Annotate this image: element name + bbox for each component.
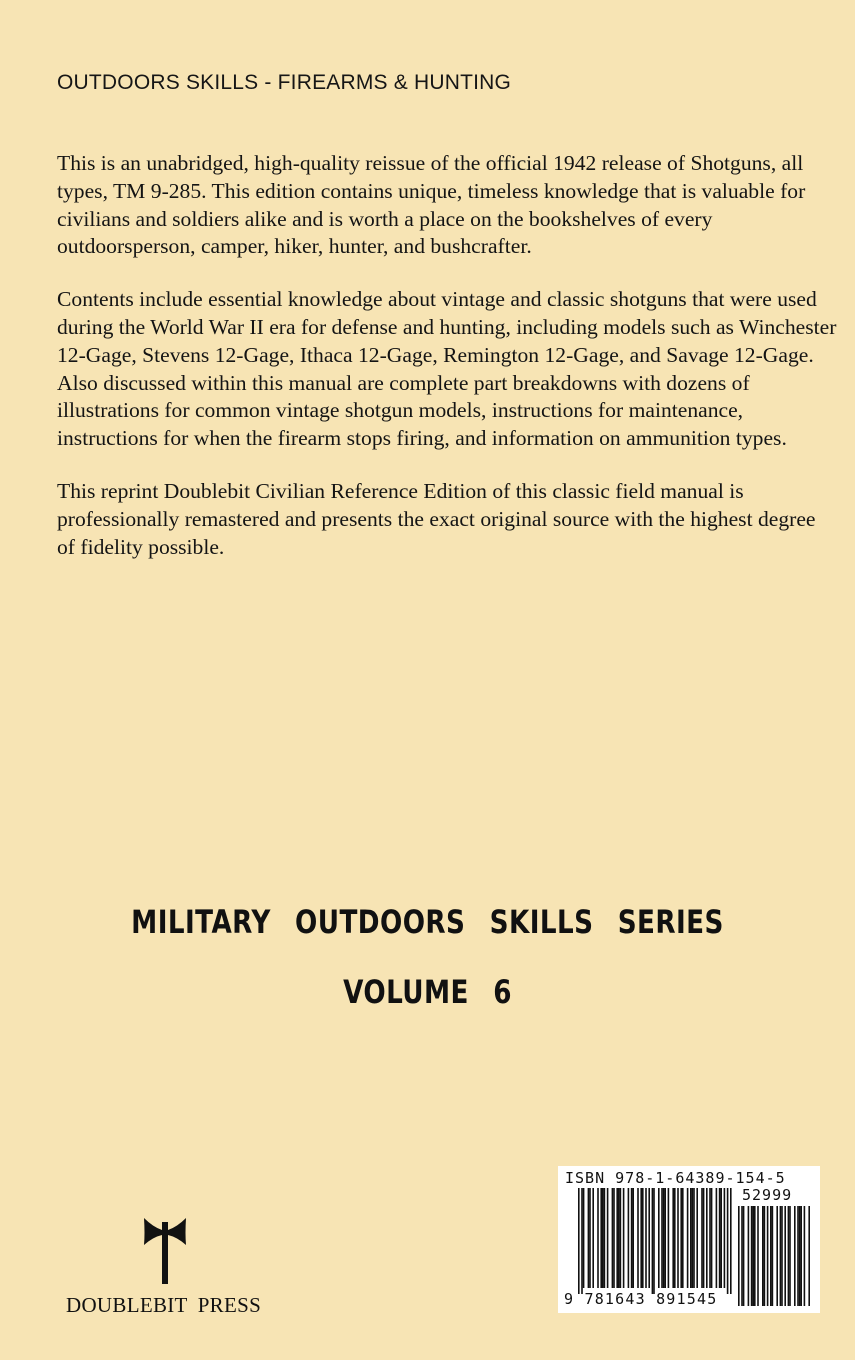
series-title: MILITARY OUTDOORS SKILLS SERIES <box>131 903 724 941</box>
ean-digits: 9 781643 891545 <box>564 1290 718 1308</box>
isbn-label: ISBN 978-1-64389-154-5 <box>565 1169 786 1187</box>
description-paragraph: This reprint Doublebit Civilian Reference Edition of this classic field manual is professionally remastered and presents the exact original source with the highest degree of fidelity possible. <box>57 478 816 559</box>
back-cover-description <box>57 150 837 586</box>
description-paragraph: This is an unabridged, high-quality reissue of the official 1942 release of Shotguns, all types, TM 9-285. This edition contains unique, timeless knowledge that is valuable for civilians and soldiers alike and is worth a place on the bookshelves of every outdoorsperson, camper, hiker, hunter, and bushcrafter. <box>57 151 806 259</box>
category-heading: OUTDOORS SKILLS - FIREARMS & HUNTING <box>57 71 512 94</box>
double-bit-axe-icon <box>139 1214 191 1284</box>
publisher-word: PRESS <box>197 1293 262 1317</box>
publisher-name <box>66 1293 261 1318</box>
isbn-barcode <box>558 1166 820 1313</box>
publisher-word: DOUBLEBIT <box>66 1293 188 1317</box>
volume-label: VOLUME 6 <box>343 973 512 1011</box>
price-addon-label: 52999 <box>742 1186 793 1204</box>
description-paragraph: Contents include essential knowledge about vintage and classic shotguns that were used during the World War II era for defense and hunting, including models such as Winchester 12-Gage, Stevens 12-Gage, Ithaca 12-Gage, Remington 12-Gage, and Savage 12-Gage. Also discussed within this manual are complete part breakdowns with dozens of illustrations for common vintage shotgun models, instructions for maintenance, instructions for when the firearm stops firing, and information on ammunition types. <box>57 287 837 451</box>
